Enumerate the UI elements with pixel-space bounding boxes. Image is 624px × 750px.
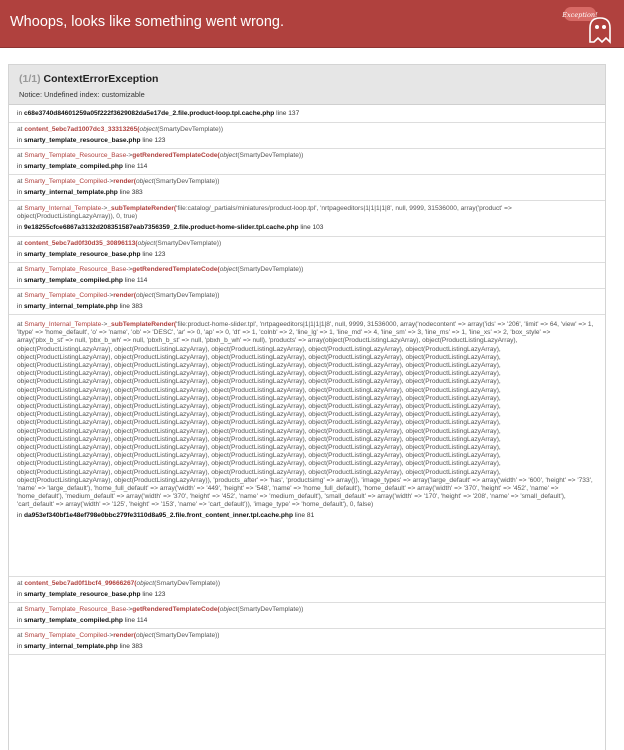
frame-location: in c68e3740d84601259a05f222f3629082da5e17de_2.file.product-loop.tpl.cache.php line 137	[17, 110, 300, 118]
frame-location: in smarty_template_resource_base.php line 123	[17, 590, 166, 598]
frame-file: da953ef340bf1e48ef798e0bbc279fe3110d8a95_2.file.front_content_inner.tpl.cache.php	[23, 511, 293, 519]
frame-call: at Smarty_Internal_Template->_subTemplateRender('file:catalog/_partials/miniatures/product-loop.tpl', 'nrtpageeditors|1|1|1|1|8', null, 9999, 31536000, array('product' => object(ProductListingLazyArray)), 0, true)	[17, 205, 512, 221]
frame-location: in smarty_internal_template.php line 383	[17, 188, 143, 196]
frame-location: in 9e18255cfce6867a3132d208351587eab7356359_2.file.product-home-slider.tpl.cache.php line 103	[17, 223, 324, 231]
frame-call: at Smarty_Template_Resource_Base->getRenderedTemplateCode(object(SmartyDevTemplate))	[17, 606, 304, 614]
frame-file: smarty_template_resource_base.php	[23, 136, 141, 144]
stack-frame	[9, 577, 605, 603]
frame-call: at Smarty_Template_Compiled->render(object(SmartyDevTemplate))	[17, 632, 220, 640]
stack-frame	[9, 123, 605, 149]
exception-heading	[9, 65, 605, 105]
frame-file: c68e3740d84601259a05f222f3629082da5e17de_2.file.product-loop.tpl.cache.php	[23, 110, 275, 118]
frame-function: _subTemplateRender(	[107, 205, 177, 213]
frame-function: content_5ebc7ad0f30d35_30896113(	[24, 240, 138, 248]
frame-call: at content_5ebc7ad0f1bcf4_99666267(object(SmartyDevTemplate))	[17, 580, 221, 588]
exception-name: ContextErrorException	[43, 73, 159, 85]
stack-frame	[9, 629, 605, 655]
error-header	[0, 0, 624, 48]
frame-call: at Smarty_Template_Compiled->render(object(SmartyDevTemplate))	[17, 292, 220, 300]
frame-location: in smarty_internal_template.php line 383	[17, 642, 143, 650]
exception-count: (1/1)	[19, 73, 41, 85]
frame-function: _subTemplateRender(	[107, 321, 177, 328]
frame-function: getRenderedTemplateCode(	[132, 152, 220, 160]
stack-frame	[9, 603, 605, 629]
frame-call: at content_5ebc7ad1007dc3_33313265(object(SmartyDevTemplate))	[17, 126, 224, 134]
frame-file: smarty_template_resource_base.php	[23, 250, 141, 258]
frame-arguments: 'file:catalog/_partials/miniatures/product-loop.tpl', 'nrtpageeditors|1|1|1|1|8', null, 9999, 31536000, array('product' => object(ProductListingLazyArray)), 0, true)	[17, 205, 512, 221]
stack-frame	[9, 201, 605, 237]
frame-file: smarty_template_compiled.php	[23, 616, 123, 624]
frame-location: in smarty_template_resource_base.php line 123	[17, 250, 166, 258]
exception-title	[19, 73, 595, 86]
exception-ghost-logo	[562, 4, 612, 44]
frame-class: Smarty_Template_Resource_Base	[24, 606, 127, 614]
stack-frame	[9, 149, 605, 175]
frame-location: in smarty_template_compiled.php line 114	[17, 162, 148, 170]
frame-location: in smarty_internal_template.php line 383	[17, 302, 143, 310]
frame-arguments: 'file:product-home-slider.tpl', 'nrtpageeditors|1|1|1|1|8', null, 9999, 31536000, array('nodecontent' => array('ids' => '206', 'limit' => 64, 'view' => 1, 'ltype' => 'home_default', 'o' => 'name', 'ob' => 'DESC', 'ar' => 0, 'ap' => 0, 'dt' => 1, 'colnb' => 2, 'line_lg' => 1, 'line_md' => 4, 'line_sm' => 3, 'line_ms' => 1, 'line_xs' => 2, 'box_style' => array('pbx_b_st' => null, 'pbx_b_wh' => null, 'pbxh_b_st' => null, 'pbxh_b_wh' => null), 'products' => array(object(ProductListingLazyArray), object(ProductListingLazyArray), object(ProductListingLazyArray), object(ProductListingLazyArray), object(ProductListingLazyArray), object(ProductListingLazyArray), object(ProductListingLazyArray), object(ProductListingLazyArray), object(ProductListingLazyArray), object(ProductListingLazyArray), object(ProductListingLazyArray), object(ProductListingLazyArray), object(ProductListingLazyArray), object(ProductListingLazyArray), object(ProductListingLazyArray), object(ProductListingLazyArray), object(ProductListingLazyArray), object(ProductListingLazyArray), object(ProductListingLazyArray), object(ProductListingLazyArray), object(ProductListingLazyArray), object(ProductListingLazyArray), object(ProductListingLazyArray), object(ProductListingLazyArray), object(ProductListingLazyArray), object(ProductListingLazyArray), object(ProductListingLazyArray), object(ProductListingLazyArray), object(ProductListingLazyArray), object(ProductListingLazyArray), object(ProductListingLazyArray), object(ProductListingLazyArray), object(ProductListingLazyArray), object(ProductListingLazyArray), object(ProductListingLazyArray), object(ProductListingLazyArray), object(ProductListingLazyArray), object(ProductListingLazyArray), object(ProductListingLazyArray), object(ProductListingLazyArray), object(ProductListingLazyArray), object(ProductListingLazyArray), object(ProductListingLazyArray), object(ProductListingLazyArray), object(ProductListingLazyArray), object(ProductListingLazyArray), object(ProductListingLazyArray), object(ProductListingLazyArray), object(ProductListingLazyArray), object(ProductListingLazyArray), object(ProductListingLazyArray), object(ProductListingLazyArray), object(ProductListingLazyArray), object(ProductListingLazyArray), object(ProductListingLazyArray), object(ProductListingLazyArray), object(ProductListingLazyArray), object(ProductListingLazyArray), object(ProductListingLazyArray), object(ProductListingLazyArray), object(ProductListingLazyArray), object(ProductListingLazyArray), object(ProductListingLazyArray), object(ProductListingLazyArray), object(ProductListingLazyArray), object(ProductListingLazyArray), object(ProductListingLazyArray), object(ProductListingLazyArray), object(ProductListingLazyArray), object(ProductListingLazyArray), object(ProductListingLazyArray), object(ProductListingLazyArray), object(ProductListingLazyArray), object(ProductListingLazyArray), object(ProductListingLazyArray), object(ProductListingLazyArray), object(ProductListingLazyArray), object(ProductListingLazyArray), object(ProductListingLazyArray), object(ProductListingLazyArray), object(ProductListingLazyArray), object(ProductListingLazyArray), object(ProductListingLazyArray), object(ProductListingLazyArray)), 'products_after' => 'has', 'productsimg' => array()), 'image_types' => array('large_default' => array('width' => '600', 'height' => '733', 'name' => 'large_default'), 'home_full_default' => array('width' => '449', 'height' => '548', 'name' => 'home_full_default'), 'home_default' => array('width' => '370', 'height' => '452', 'name' => 'home_default'), 'medium_default' => array('width' => '370', 'height' => '452', 'name' => 'medium_default'), 'small_default' => array('width' => '170', 'height' => '208', 'name' => 'small_default'), 'cart_default' => array('width' => '125', 'height' => '153', 'name' => 'cart_default')), 'image_type' => 'home_default'), 0, false)	[17, 321, 594, 509]
frame-call: at Smarty_Template_Resource_Base->getRenderedTemplateCode(object(SmartyDevTemplate))	[17, 152, 304, 160]
frame-class: Smarty_Template_Compiled	[24, 632, 108, 640]
frame-file: smarty_template_compiled.php	[23, 276, 123, 284]
frame-function: getRenderedTemplateCode(	[132, 606, 220, 614]
frame-class: Smarty_Template_Resource_Base	[24, 266, 127, 274]
frame-file: smarty_internal_template.php	[23, 188, 118, 196]
frame-function: content_5ebc7ad0f1bcf4_99666267(	[24, 580, 137, 588]
frame-function: getRenderedTemplateCode(	[132, 266, 220, 274]
frame-class: Smarty_Template_Resource_Base	[24, 152, 127, 160]
stack-frame	[9, 263, 605, 289]
svg-text:Exception!: Exception!	[562, 11, 598, 19]
frame-location: in smarty_template_compiled.php line 114	[17, 276, 148, 284]
stack-frame	[9, 289, 605, 315]
stack-frame	[9, 175, 605, 201]
frame-file: smarty_internal_template.php	[23, 642, 118, 650]
exception-message: Notice: Undefined index: customizable	[19, 90, 145, 99]
frame-location: in smarty_template_resource_base.php line 123	[17, 136, 166, 144]
frame-call: at Smarty_Template_Resource_Base->getRenderedTemplateCode(object(SmartyDevTemplate))	[17, 266, 304, 274]
frame-location: in smarty_template_compiled.php line 114	[17, 616, 148, 624]
frame-function: render(	[113, 292, 136, 300]
page-title: Whoops, looks like something went wrong.	[10, 14, 285, 30]
frame-file: smarty_template_resource_base.php	[23, 590, 141, 598]
frame-class: Smarty_Internal_Template	[24, 321, 102, 328]
frame-call: at content_5ebc7ad0f30d35_30896113(object(SmartyDevTemplate))	[17, 240, 222, 248]
frame-call: at Smarty_Template_Compiled->render(object(SmartyDevTemplate))	[17, 178, 220, 186]
stack-frame	[9, 105, 605, 123]
frame-class: Smarty_Template_Compiled	[24, 292, 108, 300]
frame-function: render(	[113, 178, 136, 186]
frame-function: render(	[113, 632, 136, 640]
frame-call: at Smarty_Internal_Template->_subTemplateRender('file:product-home-slider.tpl', 'nrtpageeditors|1|1|1|1|8', null, 9999, 31536000, array('nodecontent' => array('ids' => '206', 'limit' => 64, 'view' => 1, 'ltype' => 'home_default', 'o' => 'name', 'ob' => 'DESC', 'ar' => 0, 'ap' => 0, 'dt' => 1, 'colnb' => 2, 'line_lg' => 1, 'line_md' => 4, 'line_sm' => 3, 'line_ms' => 1, 'line_xs' => 2, 'box_style' => array('pbx_b_st' => null, 'pbx_b_wh' => null, 'pbxh_b_st' => null, 'pbxh_b_wh' => null), 'products' => array(object(ProductListingLazyArray), object(ProductListingLazyArray), object(ProductListingLazyArray), object(ProductListingLazyArray), object(ProductListingLazyArray), object(ProductListingLazyArray), object(ProductListingLazyArray), object(ProductListingLazyArray), object(ProductListingLazyArray), object(ProductListingLazyArray), object(ProductListingLazyArray), object(ProductListingLazyArray), object(ProductListingLazyArray), object(ProductListingLazyArray), object(ProductListingLazyArray), object(ProductListingLazyArray), object(ProductListingLazyArray), object(ProductListingLazyArray), object(ProductListingLazyArray), object(ProductListingLazyArray), object(ProductListingLazyArray), object(ProductListingLazyArray), object(ProductListingLazyArray), object(ProductListingLazyArray), object(ProductListingLazyArray), object(ProductListingLazyArray), object(ProductListingLazyArray), object(ProductListingLazyArray), object(ProductListingLazyArray), object(ProductListingLazyArray), object(ProductListingLazyArray), object(ProductListingLazyArray), object(ProductListingLazyArray), object(ProductListingLazyArray), object(ProductListingLazyArray), object(ProductListingLazyArray), object(ProductListingLazyArray), object(ProductListingLazyArray), object(ProductListingLazyArray), object(ProductListingLazyArray), object(ProductListingLazyArray), object(ProductListingLazyArray), object(ProductListingLazyArray), object(ProductListingLazyArray), object(ProductListingLazyArray), object(ProductListingLazyArray), object(ProductListingLazyArray), object(ProductListingLazyArray), object(ProductListingLazyArray), object(ProductListingLazyArray), object(ProductListingLazyArray), object(ProductListingLazyArray), object(ProductListingLazyArray), object(ProductListingLazyArray), object(ProductListingLazyArray), object(ProductListingLazyArray), object(ProductListingLazyArray), object(ProductListingLazyArray), object(ProductListingLazyArray), object(ProductListingLazyArray), object(ProductListingLazyArray), object(ProductListingLazyArray), object(ProductListingLazyArray), object(ProductListingLazyArray), object(ProductListingLazyArray), object(ProductListingLazyArray), object(ProductListingLazyArray), object(ProductListingLazyArray), object(ProductListingLazyArray), object(ProductListingLazyArray), object(ProductListingLazyArray), object(ProductListingLazyArray), object(ProductListingLazyArray), object(ProductListingLazyArray), object(ProductListingLazyArray), object(ProductListingLazyArray), object(ProductListingLazyArray), object(ProductListingLazyArray), object(ProductListingLazyArray), object(ProductListingLazyArray), object(ProductListingLazyArray), object(ProductListingLazyArray), object(ProductListingLazyArray), object(ProductListingLazyArray)), 'products_after' => 'has', 'productsimg' => array()), 'image_types' => array('large_default' => array('width' => '600', 'height' => '733', 'name' => 'large_default'), 'home_full_default' => array('width' => '449', 'height' => '548', 'name' => 'home_full_default'), 'home_default' => array('width' => '370', 'height' => '452', 'name' => 'home_default'), 'medium_default' => array('width' => '370', 'height' => '452', 'name' => 'medium_default'), 'small_default' => array('width' => '170', 'height' => '208', 'name' => 'small_default'), 'cart_default' => array('width' => '125', 'height' => '153', 'name' => 'cart_default')), 'image_type' => 'home_default'), 0, false)	[17, 321, 594, 509]
frame-file: smarty_template_compiled.php	[23, 162, 123, 170]
frame-location: in da953ef340bf1e48ef798e0bbc279fe3110d8a95_2.file.front_content_inner.tpl.cache.php line 81	[17, 511, 315, 519]
frame-function: content_5ebc7ad1007dc3_33313265(	[24, 126, 140, 134]
frame-class: Smarty_Internal_Template	[24, 205, 102, 213]
exception-panel	[8, 64, 606, 750]
stack-frame	[9, 315, 605, 577]
frame-file: smarty_internal_template.php	[23, 302, 118, 310]
frame-class: Smarty_Template_Compiled	[24, 178, 108, 186]
stack-frame	[9, 237, 605, 263]
frame-file: 9e18255cfce6867a3132d208351587eab7356359_2.file.product-home-slider.tpl.cache.php	[23, 223, 299, 231]
